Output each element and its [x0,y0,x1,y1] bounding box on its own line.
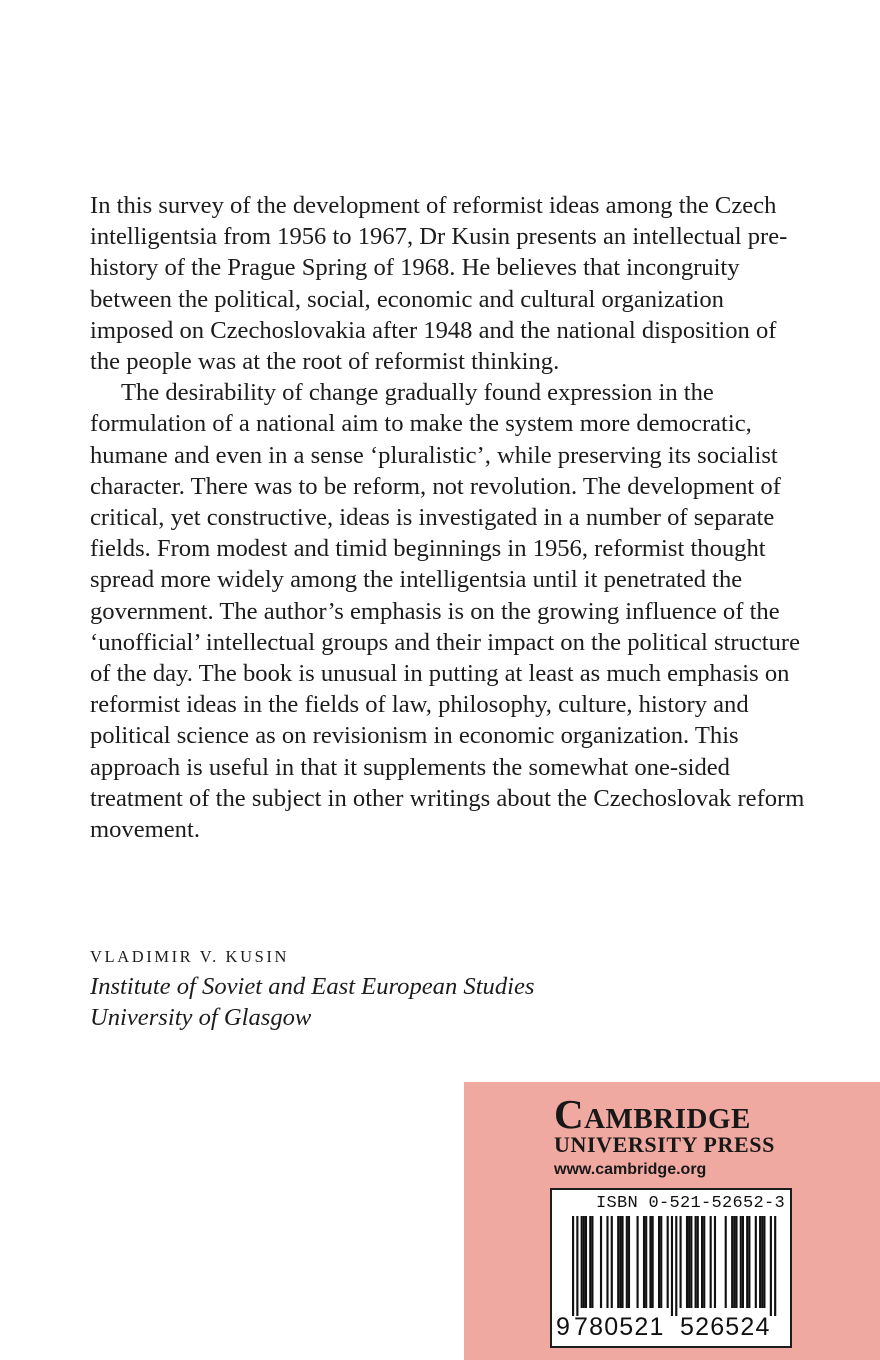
barcode-bar [645,1216,647,1308]
barcode-bar [770,1216,772,1316]
barcode-bar [774,1216,776,1316]
barcode-bar [701,1216,703,1308]
barcode-bar [688,1216,690,1308]
ean-right-group: 526524 [680,1313,771,1341]
barcode-bar [600,1216,602,1308]
barcode-bar [731,1216,733,1308]
publisher-logo-name: Cambridge [554,1091,751,1137]
barcode-bar [583,1216,585,1308]
barcode-bar [714,1216,716,1308]
author-affiliation-institute: Institute of Soviet and East European Studies [90,973,535,1000]
barcode-bar [748,1216,750,1308]
barcode-bar [606,1216,608,1308]
barcode-bar [589,1216,591,1308]
publisher-subtitle: UNIVERSITY PRESS [554,1132,775,1157]
barcode-bar [761,1216,763,1308]
barcode-bar [742,1216,744,1308]
author-block [90,942,810,1033]
barcode-bar [675,1216,677,1316]
barcode-bar [746,1216,748,1308]
barcode-bar [740,1216,742,1308]
publisher-url: www.cambridge.org [554,1161,707,1178]
barcode-bar [667,1216,669,1308]
barcode-bars [552,1216,790,1316]
barcode-bar [695,1216,697,1308]
barcode-bar [576,1216,578,1316]
barcode-bar [572,1216,574,1316]
ean-digits [552,1312,790,1342]
blurb-paragraph-1: In this survey of the development of reformist ideas among the Czech intelligentsia from 1956 to 1967, Dr Kusin presents an intellectual pre-history of the Prague Spring of 1968. He believes that incongruity between the political, social, economic and cultural organization imposed on Czechoslovakia after 1948 and the national disposition of the people was at the root of reformist thinking. [90,192,788,376]
author-name: VLADIMIR V. KUSIN [90,947,289,966]
barcode-bar [628,1216,630,1308]
author-affiliation-university: University of Glasgow [90,1004,312,1032]
barcode-bar [649,1216,651,1308]
blurb-text [90,190,810,845]
barcode-bar [733,1216,735,1308]
barcode-bar [710,1216,712,1308]
barcode-bar [735,1216,737,1308]
barcode-bar [690,1216,692,1308]
barcode-bar [581,1216,583,1308]
barcode-bar [621,1216,623,1308]
barcode-bar [617,1216,619,1308]
barcode-bar [725,1216,727,1308]
ean-first-digit: 9 [556,1313,570,1341]
barcode-bar [652,1216,654,1308]
isbn-number: ISBN 0-521-52652-3 [596,1194,786,1213]
blurb-paragraph-2: The desirability of change gradually found expression in the formulation of a national aim to make the system more democratic, humane and even in a sense ‘pluralistic’, while preserving its socialist character. There was to be reform, not revolution. The development of critical, yet constructive, ideas is investigated in a number of separate fields. From modest and timid beginnings in 1956, reformist thought spread more widely among the intelligentsia until it penetrated the government. The author’s emphasis is on the growing influence of the ‘unofficial’ intellectual groups and their impact on the political structure of the day. The book is unusual in putting at least as much emphasis on reformist ideas in the fields of law, philosophy, culture, history and political science as on revisionism in economic organization. This approach is useful in that it supplements the somewhat one-sided treatment of the subject in other writings about the Czechoslovak reform movement. [90,379,805,844]
barcode-bar [611,1216,613,1308]
barcode-bar [658,1216,660,1308]
barcode-bar [671,1216,673,1316]
publisher-panel [464,1082,880,1360]
barcode-bar [660,1216,662,1308]
barcode-bar [626,1216,628,1308]
barcode-bar [680,1216,682,1308]
barcode-bar [755,1216,757,1308]
barcode-bar [637,1216,639,1308]
barcode-bar [686,1216,688,1308]
barcode-bar [763,1216,765,1308]
barcode-bar [697,1216,699,1308]
barcode-bar [591,1216,593,1308]
ean-left-group: 780521 [574,1313,665,1341]
barcode-bar [643,1216,645,1308]
isbn-barcode [550,1188,792,1348]
barcode-bar [585,1216,587,1308]
barcode-bar [619,1216,621,1308]
barcode-bar [703,1216,705,1308]
barcode-bar [759,1216,761,1308]
